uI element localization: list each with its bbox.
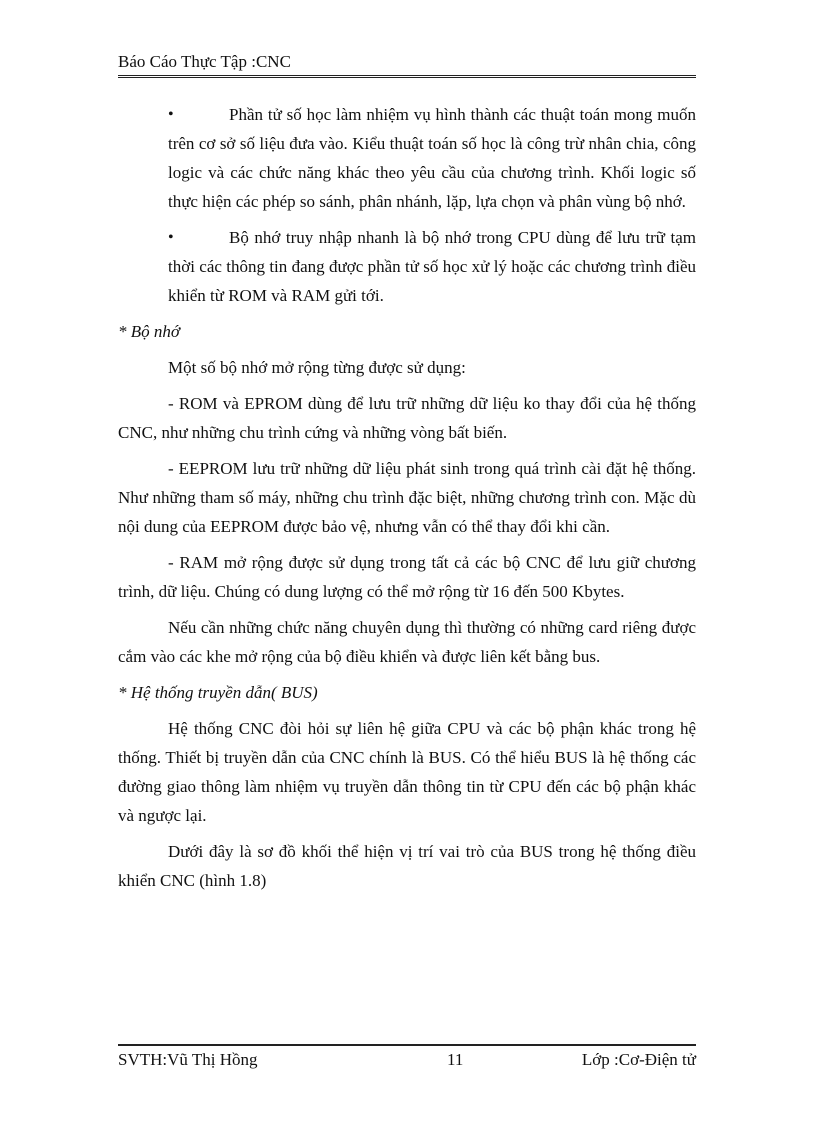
- header-title: Báo Cáo Thực Tập :CNC: [118, 52, 291, 71]
- section-heading-bus: * Hệ thống truyền dẫn( BUS): [118, 683, 318, 702]
- bullet-icon: •: [168, 229, 174, 246]
- paragraph: Hệ thống CNC đòi hỏi sự liên hệ giữa CPU và các bộ phận khác trong hệ thống. Thiết bị truyền dẫn của CNC chính là BUS. Có thể hiểu BUS là hệ thống các đường giao thông làm nhiệm vụ truyền dẫn thông tin từ CPU đến các bộ phận khác và ngược lại.: [118, 719, 696, 825]
- page-number: 11: [447, 1050, 464, 1069]
- page-footer: [118, 1048, 696, 1072]
- paragraph: - EEPROM lưu trữ những dữ liệu phát sinh trong quá trình cài đặt hệ thống. Như những tham số máy, những chu trình đặc biệt, những chương trình con. Mặc dù nội dung của EEPROM được bảo vệ, nhưng vẫn có thể thay đổi khi cần.: [118, 459, 696, 536]
- bullet-paragraph: [168, 223, 696, 310]
- bullet-icon: •: [168, 106, 174, 123]
- paragraph: - RAM mở rộng được sử dụng trong tất cả các bộ CNC để lưu giữ chương trình, dữ liệu. Chúng có dung lượng có thể mở rộng từ 16 đến 500 Kbytes.: [118, 553, 696, 601]
- paragraph: Một số bộ nhớ mở rộng từng được sử dụng:: [168, 358, 466, 377]
- footer-class: Lớp :Cơ-Điện tử: [581, 1050, 696, 1069]
- paragraph: Nếu cần những chức năng chuyên dụng thì thường có những card riêng được cắm vào các khe mở rộng của bộ điều khiển và được liên kết bằng bus.: [118, 618, 696, 666]
- footer-student: SVTH:Vũ Thị Hồng: [118, 1050, 258, 1069]
- bullet-text: Phần tử số học làm nhiệm vụ hình thành các thuật toán mong muốn trên cơ sở số liệu đưa vào. Kiểu thuật toán số học là công trừ nhân chia, công logic và các chức năng khác theo yêu cầu của chương trình. Khối logic số thực hiện các phép so sánh, phân nhánh, lặp, lựa chọn và phân vùng bộ nhớ.: [168, 105, 696, 211]
- section-heading-memory: * Bộ nhớ: [118, 322, 180, 341]
- paragraph: Dưới đây là sơ đồ khối thể hiện vị trí vai trò của BUS trong hệ thống điều khiển CNC (hình 1.8): [118, 842, 696, 890]
- paragraph: - ROM và EPROM dùng để lưu trữ những dữ liệu ko thay đổi của hệ thống CNC, như những chu trình cứng và những vòng bất biến.: [118, 394, 696, 442]
- bullet-paragraph: [168, 100, 696, 216]
- footer-rule: [118, 1044, 696, 1046]
- page-header: [118, 50, 696, 74]
- header-rule: [118, 75, 696, 78]
- page-content: [118, 100, 696, 902]
- bullet-text: Bộ nhớ truy nhập nhanh là bộ nhớ trong CPU dùng để lưu trữ tạm thời các thông tin đang được phần tử số học xử lý hoặc các chương trình điều khiển từ ROM và RAM gửi tới.: [168, 228, 696, 305]
